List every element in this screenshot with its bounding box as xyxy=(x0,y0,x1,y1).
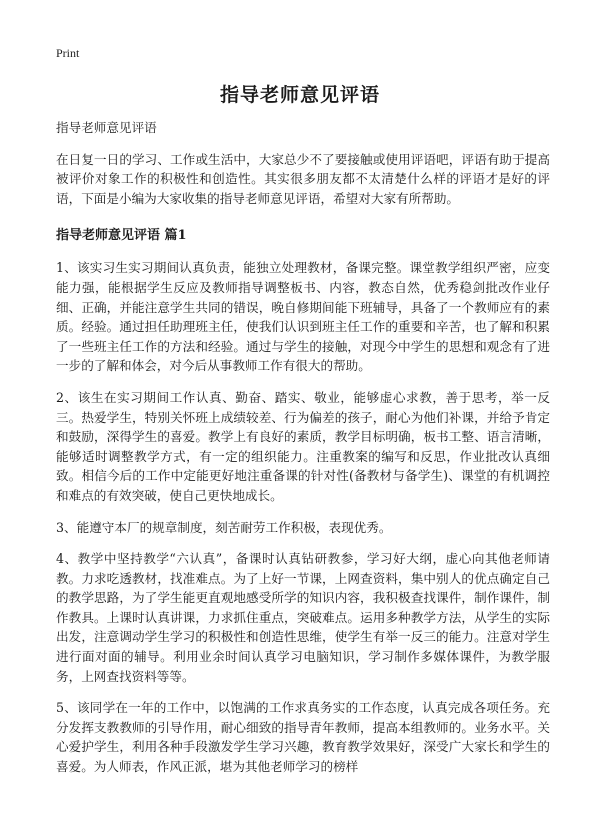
print-link[interactable]: Print xyxy=(56,46,80,60)
comment-paragraph: 3、能遵守本厂的规章制度，刻苦耐劳工作积极，表现优秀。 xyxy=(56,519,392,535)
comment-paragraph: 1、该实习生实习期间认真负责，能独立处理教材，备课完整。课堂教学组织严密，应变能力强，能根据学生反应及教师指导调整板书、内容，教态自然，优秀稳剑批改作业仔细、正确，并能注意学生共同的错误，晚自修期间能下班辅导，具备了一个教师应有的素质。经验。通过担任助理班主任，使我们认识到班主任工作的重要和辛苦，也了解和积累了一些班主任工作的方法和经验。通过与学生的接触，对现今中学生的思想和观念有了进一步的了解和体会，对今后从事教师工作有很大的帮助。 xyxy=(56,260,550,374)
intro-paragraph: 在日复一日的学习、工作或生活中，大家总少不了要接触或使用评语吧，评语有助于提高被评价对象工作的积极性和创造性。其实很多朋友都不太清楚什么样的评语才是好的评语，下面是小编为大家收集的指导老师意见评语，希望对大家有所帮助。 xyxy=(56,151,550,206)
comment-paragraph: 2、该生在实习期间工作认真、勤奋、踏实、敬业，能够虚心求教，善于思考，举一反三。热爱学生，特别关怀班上成绩较差、行为偏差的孩子，耐心为他们补课，并给予肯定和鼓励，深得学生的喜爱。教学上有良好的素质，教学目标明确，板书工整、语言清晰，能够适时调整教学方式，有一定的组织能力。注重教案的编写和反思，作业批改认真细致。相信今后的工作中定能更好地注重备课的针对性(备教材与备学生)、课堂的有机调控和难点的有效突破，使自己更快地成长。 xyxy=(56,389,550,503)
comment-paragraph: 5、该同学在一年的工作中，以饱满的工作求真务实的工作态度，认真完成各项任务。充分发挥支教教师的引导作用，耐心细致的指导青年教师，提高本组教师的。业务水平。关心爱护学生，利用各种手段激发学生学习兴趣，教育教学效果好，深受广大家长和学生的喜爱。为人师表，作风正派，堪为其他老师学习的榜样 xyxy=(56,700,550,775)
article-subtitle: 指导老师意见评语 xyxy=(56,120,157,135)
comment-paragraph: 4、教学中坚持教学“六认真”，备课时认真钻研教参，学习好大纲，虚心向其他老师请教。力求吃透教材，找准难点。为了上好一节课，上网查资料，集中别人的优点确定自己的教学思路，为了学生能更直观地感受所学的知识内容，我积极查找课件，制作课件，制作教具。上课时认真讲课，力求抓住重点，突破难点。运用多种教学方法，从学生的实际出发，注意调动学生学习的积极性和创造性思维，使学生有举一反三的能力。注意对学生进行面对面的辅导。利用业余时间认真学习电脑知识，学习制作多媒体课件，为教学服务，上网查找资料等等。 xyxy=(56,551,550,684)
article-body xyxy=(56,118,550,789)
section-heading: 指导老师意见评语 篇1 xyxy=(56,228,187,244)
page-title: 指导老师意见评语 xyxy=(219,84,380,106)
